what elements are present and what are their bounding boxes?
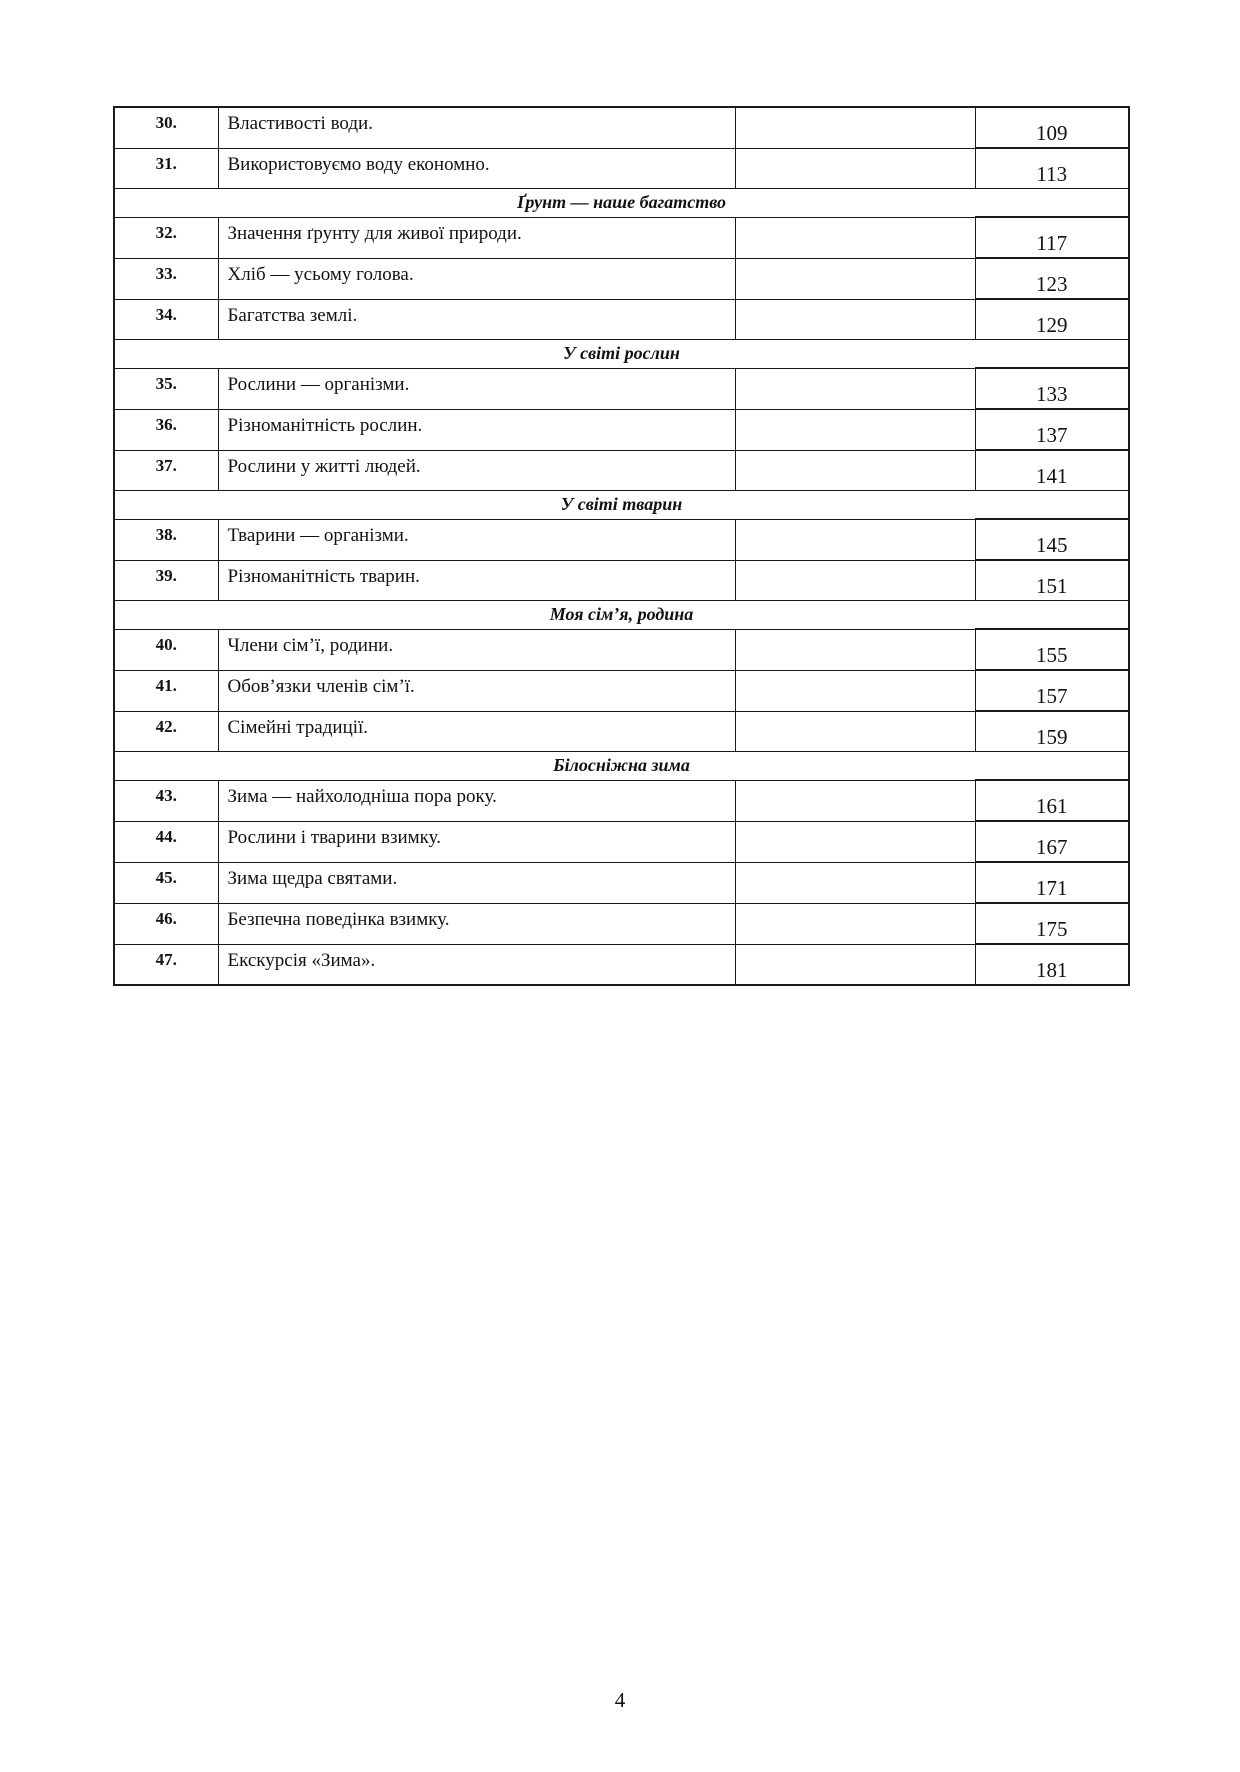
toc-body [114,107,1129,985]
lesson-title: Багатства землі. [218,299,735,340]
lesson-row [114,368,1129,409]
blank-cell [735,629,975,670]
lesson-row [114,409,1129,450]
lesson-row [114,107,1129,148]
blank-cell [735,299,975,340]
page-ref: 181 [975,944,1129,985]
section-title: У світі рослин [114,340,1129,369]
blank-cell [735,780,975,821]
lesson-row [114,944,1129,985]
lesson-title: Рослини у житті людей. [218,450,735,491]
lesson-row [114,629,1129,670]
page-ref: 137 [975,409,1129,450]
lesson-title: Властивості води. [218,107,735,148]
blank-cell [735,217,975,258]
lesson-number: 46. [114,903,218,944]
section-header-row [114,752,1129,781]
lesson-row [114,711,1129,752]
lesson-title: Зима — найхолодніша пора року. [218,780,735,821]
lesson-number: 40. [114,629,218,670]
blank-cell [735,519,975,560]
lesson-number: 41. [114,670,218,711]
blank-cell [735,148,975,189]
blank-cell [735,258,975,299]
lesson-title: Рослини і тварини взимку. [218,821,735,862]
page-ref: 113 [975,148,1129,189]
lesson-row [114,299,1129,340]
lesson-number: 31. [114,148,218,189]
lesson-title: Члени сім’ї, родини. [218,629,735,670]
lesson-title: Хліб — усьому голова. [218,258,735,299]
blank-cell [735,560,975,601]
lesson-title: Значення ґрунту для живої природи. [218,217,735,258]
lesson-title: Різноманітність рослин. [218,409,735,450]
lesson-row [114,519,1129,560]
lesson-number: 47. [114,944,218,985]
blank-cell [735,821,975,862]
lesson-number: 36. [114,409,218,450]
lesson-title: Обов’язки членів сім’ї. [218,670,735,711]
section-title: У світі тварин [114,491,1129,520]
lesson-number: 33. [114,258,218,299]
blank-cell [735,862,975,903]
lesson-title: Сімейні традиції. [218,711,735,752]
page-ref: 171 [975,862,1129,903]
lesson-row [114,560,1129,601]
lesson-number: 37. [114,450,218,491]
page-ref: 133 [975,368,1129,409]
page-ref: 155 [975,629,1129,670]
section-header-row [114,601,1129,630]
lesson-title: Використовуємо воду економно. [218,148,735,189]
lesson-row [114,670,1129,711]
lesson-row [114,821,1129,862]
lesson-row [114,862,1129,903]
lesson-number: 32. [114,217,218,258]
lesson-number: 39. [114,560,218,601]
lesson-title: Безпечна поведінка взимку. [218,903,735,944]
blank-cell [735,711,975,752]
section-header-row [114,189,1129,218]
page-ref: 109 [975,107,1129,148]
lesson-title: Зима щедра святами. [218,862,735,903]
lesson-number: 38. [114,519,218,560]
blank-cell [735,409,975,450]
blank-cell [735,944,975,985]
section-title: Моя сім’я, родина [114,601,1129,630]
page-ref: 129 [975,299,1129,340]
section-header-row [114,340,1129,369]
lesson-number: 35. [114,368,218,409]
lesson-number: 45. [114,862,218,903]
section-title: Білосніжна зима [114,752,1129,781]
table-of-contents [113,106,1130,986]
page-ref: 151 [975,560,1129,601]
lesson-row [114,780,1129,821]
lesson-number: 34. [114,299,218,340]
lesson-number: 42. [114,711,218,752]
lesson-row [114,450,1129,491]
blank-cell [735,450,975,491]
page-ref: 159 [975,711,1129,752]
section-title: Ґрунт — наше багатство [114,189,1129,218]
lesson-title: Різноманітність тварин. [218,560,735,601]
lesson-row [114,148,1129,189]
lesson-title: Тварини — організми. [218,519,735,560]
page-ref: 157 [975,670,1129,711]
page-ref: 141 [975,450,1129,491]
blank-cell [735,107,975,148]
page-number: 4 [614,1688,626,1712]
lesson-title: Рослини — організми. [218,368,735,409]
lesson-title: Екскурсія «Зима». [218,944,735,985]
page-ref: 167 [975,821,1129,862]
lesson-row [114,903,1129,944]
lesson-row [114,217,1129,258]
page-ref: 145 [975,519,1129,560]
lesson-row [114,258,1129,299]
section-header-row [114,491,1129,520]
lesson-number: 44. [114,821,218,862]
page-ref: 161 [975,780,1129,821]
page-ref: 123 [975,258,1129,299]
page-ref: 117 [975,217,1129,258]
blank-cell [735,903,975,944]
page-ref: 175 [975,903,1129,944]
lesson-number: 30. [114,107,218,148]
blank-cell [735,368,975,409]
lesson-number: 43. [114,780,218,821]
blank-cell [735,670,975,711]
